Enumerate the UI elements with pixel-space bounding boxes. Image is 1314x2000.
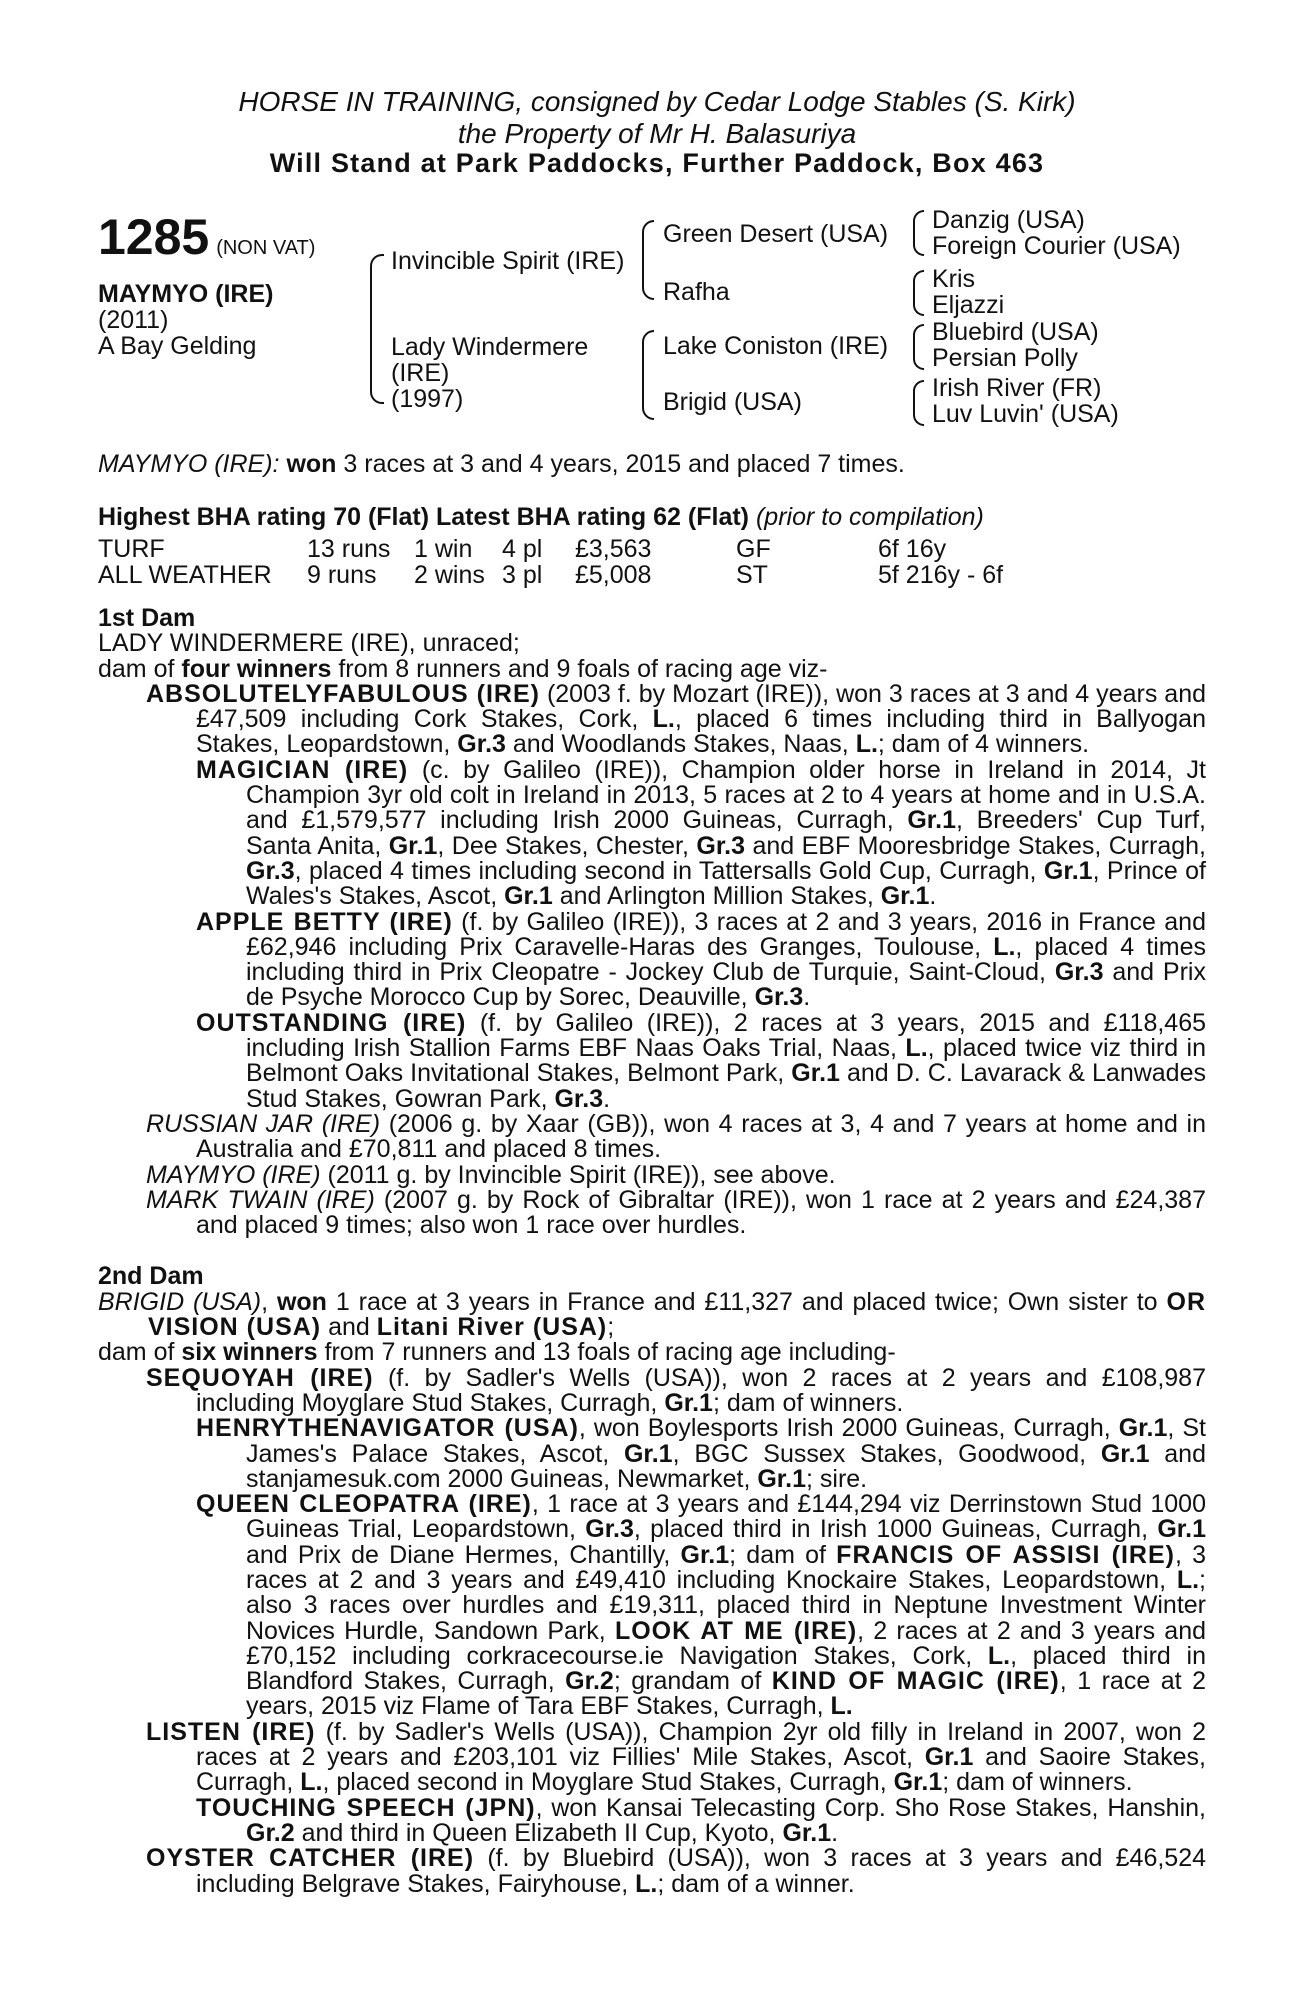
pedigree-gen3-1: Danzig (USA) [932, 206, 1085, 234]
list-item: OUTSTANDING (IRE) (f. by Galileo (IRE)), 2 races at 3 years, 2015 and £118,465 including Irish Stallion Farms EBF Naas Oaks Trial, Naas, L., placed twice viz third in Belmont Oaks Invitational Stakes, Belmont Park, Gr.1 and D. C. Lavarack & Lanwades Stud Stakes, Gowran Park, Gr.3. [196, 1008, 1207, 1113]
pedigree-sire-sire: Green Desert (USA) [663, 220, 889, 248]
list-item: ABSOLUTELYFABULOUS (IRE) (2003 f. by Mozart (IRE)), won 3 races at 3 and 4 years and £47,509 including Cork Stakes, Cork, L., placed 6 times including third in Ballyogan Stakes, Leopardstown, Gr.3 and Woodlands Stakes, Naas, L.; dam of 4 winners. [146, 679, 1207, 759]
sire-parents-brace [642, 220, 654, 300]
record-money: £3,563 [575, 535, 652, 563]
horse-description: A Bay Gelding [98, 332, 257, 360]
summary-text: 3 races at 3 and 4 years, 2015 and placed 7 times. [336, 450, 905, 478]
latest-rating: Latest BHA rating 62 (Flat) [436, 503, 750, 531]
pedigree-gen3-2: Foreign Courier (USA) [932, 232, 1181, 260]
pedigree-dam-line3: (1997) [391, 385, 464, 413]
rating-note: (prior to compilation) [755, 503, 984, 531]
box-location-line: Will Stand at Park Paddocks, Further Paddock, Box 463 [269, 148, 1045, 178]
dam-parents-brace [642, 330, 654, 420]
list-item: QUEEN CLEOPATRA (IRE), 1 race at 3 years and £144,294 viz Derrinstown Stud 1000 Guineas Trial, Leopardstown, Gr.3, placed third in Irish 1000 Guineas, Curragh, Gr.1 and Prix de Diane Hermes, Chantilly, Gr.1; dam of FRANCIS OF ASSISI (IRE), 3 races at 2 and 3 years and £49,410 including Knockaire Stakes, Leopardstown, L.; also 3 races over hurdles and £19,311, placed third in Neptune Investment Winter Novices Hurdle, Sandown Park, LOOK AT ME (IRE), 2 races at 2 and 3 years and £70,152 including corkracecourse.ie Navigation Stakes, Cork, L., placed third in Blandford Stakes, Curragh, Gr.2; grandam of KIND OF MAGIC (IRE), 1 race at 2 years, 2015 viz Flame of Tara EBF Stakes, Curragh, L. [196, 1490, 1207, 1721]
record-money: £5,008 [575, 561, 652, 589]
list-item: TOUCHING SPEECH (JPN), won Kansai Telecasting Corp. Sho Rose Stakes, Hanshin, Gr.2 and third in Queen Elizabeth II Cup, Kyoto, Gr.1. [196, 1793, 1206, 1847]
pedigree-gen3-4: Eljazzi [932, 291, 1005, 319]
lot-number-row [98, 210, 315, 264]
record-surface: ALL WEATHER [98, 561, 272, 589]
record-wins: 1 win [414, 535, 473, 563]
pedigree-dam-dam: Brigid (USA) [663, 388, 802, 416]
list-item: LISTEN (IRE) (f. by Sadler's Wells (USA)), Champion 2yr old filly in Ireland in 2007, won 2 races at 2 years and £203,101 viz Fillies' Mile Stakes, Ascot, Gr.1 and Saoire Stakes, Curragh, L., placed second in Moyglare Stud Stakes, Curragh, Gr.1; dam of winners. [146, 1717, 1206, 1797]
pedigree-dam-line1: Lady Windermere [391, 333, 589, 361]
sire-dam-brace [370, 254, 384, 404]
list-item: HENRYTHENAVIGATOR (USA), won Boylesports Irish 2000 Guineas, Curragh, Gr.1, St James's Palace Stakes, Ascot, Gr.1, BGC Sussex Stakes, Goodwood, Gr.1 and stanjamesuk.com 2000 Guineas, Newmarket, Gr.1; sire. [196, 1414, 1206, 1493]
pedigree-dam-sire: Lake Coniston (IRE) [663, 332, 889, 360]
record-runs: 9 runs [307, 561, 377, 589]
record-placed: 3 pl [502, 561, 543, 589]
summary-horse-name: MAYMYO (IRE) [98, 450, 273, 478]
list-item: MAYMYO (IRE) (2011 g. by Invincible Spirit (IRE)), see above. [146, 1160, 836, 1189]
pedigree-gen3-7: Irish River (FR) [932, 374, 1102, 402]
consignor-line: HORSE IN TRAINING, consigned by Cedar Lodge Stables (S. Kirk) [238, 86, 1076, 117]
list-item: MAGICIAN (IRE) (c. by Galileo (IRE)), Champion older horse in Ireland in 2014, Jt Champion 3yr old colt in Ireland in 2013, 5 races at 2 to 4 years at home and in U.S.A. and £1,579,577 including Irish 2000 Guineas, Curragh, Gr.1, Breeders' Cup Turf, Santa Anita, Gr.1, Dee Stakes, Chester, Gr.3 and EBF Mooresbridge Stakes, Curragh, Gr.3, placed 4 times including second in Tattersalls Gold Cup, Curragh, Gr.1, Prince of Wales's Stakes, Ascot, Gr.1 and Arlington Million Stakes, Gr.1. [196, 755, 1207, 911]
record-going: ST [736, 561, 768, 589]
pedigree-gen3-6: Persian Polly [932, 344, 1078, 372]
bha-ratings [98, 503, 984, 531]
list-item: RUSSIAN JAR (IRE) (2006 g. by Xaar (GB)), won 4 races at 3, 4 and 7 years at home and in Australia and £70,811 and placed 8 times. [146, 1109, 1206, 1164]
pedigree-gen3-3: Kris [932, 265, 976, 293]
foaling-year: (2011) [98, 306, 169, 334]
record-runs: 13 runs [307, 535, 391, 563]
gen3-brace-1 [913, 210, 924, 256]
record-going: GF [736, 535, 771, 563]
list-item: OYSTER CATCHER (IRE) (f. by Bluebird (USA)), won 3 races at 3 years and £46,524 including Belgrave Stakes, Fairyhouse, L.; dam of a winner. [146, 1844, 1207, 1898]
first-dam-name: LADY WINDERMERE (IRE), unraced; [98, 629, 520, 658]
table-row [98, 562, 1003, 588]
first-dam-produce: dam of four winners from 8 runners and 9 foals of racing age viz- [98, 654, 828, 683]
record-placed: 4 pl [502, 535, 543, 563]
list-item: MARK TWAIN (IRE) (2007 g. by Rock of Gibraltar (IRE)), won 1 race at 2 years and £24,387 and placed 9 times; also won 1 race over hurdles. [146, 1185, 1206, 1240]
second-dam-produce: dam of six winners from 7 runners and 13 foals of racing age including- [98, 1338, 896, 1367]
horse-name: MAYMYO (IRE) [98, 280, 274, 308]
highest-rating: Highest BHA rating 70 (Flat) [98, 503, 430, 531]
vat-status: (NON VAT) [216, 237, 316, 259]
record-surface: TURF [98, 535, 165, 563]
pedigree-gen3-5: Bluebird (USA) [932, 318, 1099, 346]
owner-line: the Property of Mr H. Balasuriya [457, 118, 857, 149]
lot-number: 1285 [98, 209, 210, 265]
pedigree-dam-line2: (IRE) [391, 359, 450, 387]
race-summary: MAYMYO (IRE): won 3 races at 3 and 4 years, 2015 and placed 7 times. [98, 450, 905, 478]
gen3-brace-3 [913, 324, 924, 370]
dam-details [98, 606, 1206, 1897]
second-dam-heading: 2nd Dam [98, 1262, 204, 1291]
list-item: APPLE BETTY (IRE) (f. by Galileo (IRE)), 3 races at 2 and 3 years, 2016 in France and £62,946 including Prix Caravelle-Haras des Granges, Toulouse, L., placed 4 times including third in Prix Cleopatre - Jockey Club de Turquie, Saint-Cloud, Gr.3 and Prix de Psyche Morocco Cup by Sorec, Deauville, Gr.3. [196, 907, 1206, 1012]
pedigree-sire-dam: Rafha [663, 278, 730, 306]
record-distance: 6f 16y [878, 535, 947, 563]
race-record-table [98, 536, 1003, 588]
pedigree-sire: Invincible Spirit (IRE) [391, 247, 625, 275]
record-distance: 5f 216y - 6f [878, 561, 1004, 589]
record-wins: 2 wins [414, 561, 485, 589]
gen3-brace-2 [913, 270, 924, 316]
gen3-brace-4 [913, 380, 924, 426]
list-item: SEQUOYAH (IRE) (f. by Sadler's Wells (USA)), won 2 races at 2 years and £108,987 including Moyglare Stud Stakes, Curragh, Gr.1; dam of winners. [146, 1363, 1206, 1417]
pedigree-gen3-8: Luv Luvin' (USA) [932, 400, 1119, 428]
summary-won: won [286, 450, 337, 478]
table-row [98, 536, 1003, 562]
second-dam-name: BRIGID (USA), won 1 race at 3 years in France and £11,327 and placed twice; Own sister to OR VISION (USA) and Litani River (USA); [98, 1287, 1206, 1342]
first-dam-heading: 1st Dam [98, 604, 196, 632]
